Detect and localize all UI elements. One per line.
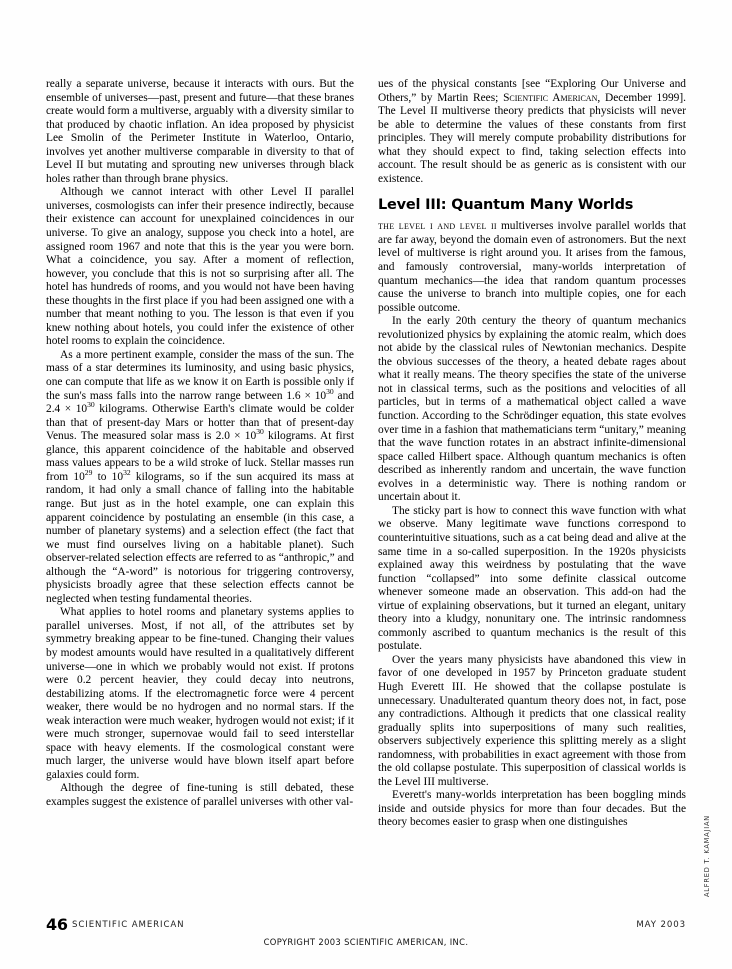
paragraph: the level i and level ii multiverses involve parallel worlds that are far away, beyond the domain even of astronomers. But the next level of multiverse is right around you. It arises from the famous, and famously controversial, many-worlds interpretation of quantum mechanics—the idea that random quantum processes cause the universe to branch into multiple copies, one for each possible outcome. (378, 220, 686, 314)
left-column (46, 78, 354, 830)
article-body (46, 78, 686, 830)
magazine-name: SCIENTIFIC AMERICAN (72, 920, 185, 930)
page-number: 46 (46, 915, 68, 934)
paragraph: What applies to hotel rooms and planetary systems applies to parallel universes. Most, if not all, of the attributes set by symmetry breaking appear to be fine-tuned. Changing their values by modest amounts would have resulted in a qualitatively different universe—one in which we probably would not exist. If protons were 0.2 percent heavier, they could decay into neutrons, destabilizing atoms. If the electromagnetic force were 4 percent weaker, there would be no hydrogen and no normal stars. If the weak interaction were much weaker, hydrogen would not exist; if it were much stronger, supernovae would fail to seed interstellar space with heavy elements. If the cosmological constant were much larger, the universe would have blown itself apart before galaxies could form. (46, 606, 354, 781)
right-column (378, 78, 686, 830)
page-footer (46, 915, 686, 947)
paragraph: Although the degree of fine-tuning is still debated, these examples suggest the existence of parallel universes with other val- (46, 782, 354, 808)
paragraph: Everett's many-worlds interpretation has been boggling minds inside and outside physics for more than four decades. But the theory becomes easier to grasp when one distinguishes (378, 789, 686, 829)
section-heading: Level III: Quantum Many Worlds (378, 197, 634, 214)
paragraph: Over the years many physicists have abandoned this view in favor of one developed in 1957 by Princeton graduate student Hugh Everett III. He showed that the collapse postulate is unnecessary. Unadulterated quantum theory does not, in fact, pose any contradictions. Although it predicts that one classical reality gradually splits into superpositions of many such realities, observers subjectively experience this splitting merely as a slight randomness, with probabilities in exact agreement with those from the old collapse postulate. This superposition of classical worlds is the Level III multiverse. (378, 653, 686, 788)
copyright-notice: COPYRIGHT 2003 SCIENTIFIC AMERICAN, INC. (263, 937, 469, 947)
paragraph: Although we cannot interact with other Level II parallel universes, cosmologists can infer their presence indirectly, because their existence can account for unexplained coincidences in our universe. To give an analogy, suppose you check into a hotel, are assigned room 1967 and note that this is the year you were born. What a coincidence, you say. After a moment of reflection, however, you conclude that this is not so surprising after all. The hotel has hundreds of rooms, and you would not have been having these thoughts in the first place if you had been assigned one with a number that meant nothing to you. The lesson is that even if you knew nothing about hotels, you could infer the existence of other hotel rooms to explain the coincidence. (46, 186, 354, 348)
paragraph: In the early 20th century the theory of quantum mechanics revolutionized physics by explaining the atomic realm, which does not abide by the classical rules of Newtonian mechanics. Despite the obvious successes of the theory, a heated debate rages about what it really means. The theory specifies the state of the universe not in classical terms, such as the positions and velocities of all particles, but in terms of a mathematical object called a wave function. According to the Schrödinger equation, this state evolves over time in a fashion that mathematicians term “unitary,” meaning that the wave function rotates in an abstract infinite-dimensional space called Hilbert space. Although quantum mechanics is often described as inherently random and uncertain, the wave function evolves in a deterministic way. There is nothing random or uncertain about it. (378, 315, 686, 504)
paragraph: As a more pertinent example, consider the mass of the sun. The mass of a star determines its luminosity, and using basic physics, one can compute that life as we know it on Earth is possible only if the sun's mass falls into the narrow range between $1.6 \times 10^{30}$ and $2.4 \times 10^{30}$ kilograms. Otherwise Earth's climate would be colder than that of present-day Mars or hotter than that of present-day Venus. The measured solar mass is $2.0 \times 10^{30}$ kilograms. At first glance, this apparent coincidence of the habitable and observed mass values appears to be a wild stroke of luck. Stellar masses run from $10^{29}$ to $10^{32}$ kilograms, so if the sun acquired its mass at random, it had only a small chance of falling into the habitable range. But just as in the hotel example, one can explain this apparent coincidence by postulating an ensemble (in this case, a number of planetary systems) and a selection effect (the fact that we must find ourselves living on a habitable planet). Such observer-related selection effects are referred to as “anthropic,” and although the “A-word” is notorious for triggering controversy, physicists broadly agree that these selection effects cannot be neglected when testing fundamental theories. (46, 348, 355, 605)
paragraph: really a separate universe, because it interacts with ours. But the ensemble of universes—past, present and future—that these branes create would form a multiverse, arguably with a diversity similar to that produced by chaotic inflation. An idea proposed by physicist Lee Smolin of the Perimeter Institute in Waterloo, Ontario, involves yet another multiverse comparable in diversity to that of Level II but mutating and sprouting new universes through black holes rather than through brane physics. (46, 78, 354, 185)
photo-credit: ALFRED T. KAMAJIAN (703, 815, 711, 897)
paragraph: The sticky part is how to connect this wave function with what we observe. Many legitimate wave functions correspond to counterintuitive situations, such as a cat being dead and alive at the same time in a so-called superposition. In the 1920s physicists explained away this weirdness by postulating that the wave function “collapsed” into some definite classical outcome whenever someone made an observation. This add-on had the virtue of explaining observations, but it turned an elegant, unitary theory into a kludgy, nonunitary one. The intrinsic randomness commonly ascribed to quantum mechanics is the result of this postulate. (378, 504, 686, 653)
paragraph: ues of the physical constants [see “Exploring Our Universe and Others,” by Martin Rees; Scientific American, December 1999]. The Level II multiverse theory predicts that physicists will never be able to determine the values of these constants from first principles. They will merely compute probability distributions for what they should expect to find, taking selection effects into account. The result should be as generic as is consistent with our existence. (378, 78, 686, 185)
issue-date: MAY 2003 (636, 920, 686, 930)
